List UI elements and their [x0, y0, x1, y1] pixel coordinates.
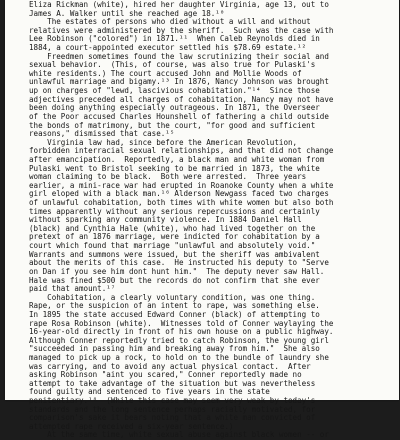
text-line: of unlawful cohabitation, both times with white women but also both [29, 198, 334, 208]
text-line: white residents.) The court accused John and Mollie Woods of [29, 68, 302, 78]
document-body-text [29, 1, 369, 440]
text-line: girl eloped with a black man.¹⁶ Alderson Newgass faced two charges [29, 189, 329, 199]
text-line: on Dan if you see him dont hunt him." The deputy never saw Hall. [29, 266, 325, 276]
text-line: court which found that marriage "unlawful and absolutely void." [29, 241, 316, 251]
text-line: times apparently without any serious repercussions and certainly [29, 206, 320, 216]
text-line: Rape, or the suspicion of an intent to rape, was something else. [29, 301, 320, 311]
text-line: been doing anything especially outrageous. In 1871, the Overseer [29, 103, 320, 113]
text-line: rape Rosa Robinson (white). Witnesses told of Conner waylaying the [29, 318, 334, 328]
text-line: 1884, a court-appointed executor settled his $78.69 estate.¹² [29, 43, 307, 53]
text-line: without sparking any community violence. In 1884 Daniel Hall [29, 215, 302, 225]
text-line: standards and the long sentence perhaps racially motivated, for [29, 404, 316, 414]
text-line: Lee Robinson ("colored") in 1871.¹¹ When Caleb Reynolds died in [29, 34, 320, 44]
text-line: after emancipation. Reportedly, a black man and white woman from [29, 154, 325, 164]
text-line: paid that amount.¹⁷ [29, 284, 116, 294]
text-line: attempt to take advantage of the situation but was nevertheless [29, 378, 316, 388]
text-line: comparison's sake it bears noting that a white man convicted of [29, 413, 316, 423]
text-line: asking Robinson "aint you scared," Conner reportedly made no [29, 370, 302, 380]
document-page [5, 0, 399, 440]
text-line: "succeeded in passing him and breaking away from him." She also [29, 344, 320, 354]
text-line: attempted rape received a six-year sentence.) [29, 421, 234, 431]
text-line: up on charges of "lewd, lascivious cohabitation."¹⁴ Since those [29, 86, 320, 96]
text-line: Hale was fined $500 but the records do not confirm that she ever [29, 275, 320, 285]
text-line: Pulaski went to Bristol seeking to be married in 1873, the white [29, 163, 320, 173]
text-line: relatives were administered by the sheriff. Such was the case with [29, 25, 334, 35]
text-line: (black) and Cynthia Hale (white), who had lived together on the [29, 223, 316, 233]
text-line: In 1895 the state accused Edward Conner (black) of attempting to [29, 309, 320, 319]
text-line: was carrying, and to avoid any actual physical contact. After [29, 361, 311, 371]
text-line: the bonds of matrimony, but the court, "for good and sufficient [29, 120, 316, 130]
text-line: Freedmen sometimes found the law scrutinizing their social and [29, 51, 329, 61]
text-line: forbidden interracial sexual relationships, and that did not change [29, 146, 334, 156]
text-line: Cohabitation, a clearly voluntary condition, was one thing. [29, 292, 316, 302]
text-line: woman claiming to be black. Both were arrested. Three years [29, 172, 307, 182]
text-line: pretext of an 1876 marriage, were indicted for cohabitation by a [29, 232, 320, 242]
text-line: reasons," dismissed that case.¹⁵ [29, 129, 175, 139]
text-line: 16-year-old directly in front of his own house on a public highway. [29, 327, 334, 337]
text-line: of the Poor accused Charles Hounshell of fathering a child outside [29, 111, 329, 121]
text-line: James A. Walker until she reached age 18.¹⁰ [29, 8, 225, 18]
text-line: adjectives preceded all charges of cohabitation, Nancy may not have [29, 94, 334, 104]
text-line: found guilty and sentenced to five years in the state [29, 387, 270, 397]
text-line: earlier, a mini-race war had erupted in Roanoke County when a white [29, 180, 334, 190]
text-line: Although Conner reportedly tried to catch Robinson, the young girl [29, 335, 329, 345]
text-line: penitentiary.¹⁸ (While this case may seem very weak by today's [29, 396, 316, 406]
text-line: about the merits of this case. He instructed his deputy to "Serve [29, 258, 329, 268]
text-line: Eliza Rickman (white), hired her daughter Virginia, age 13, out to [29, 0, 329, 9]
text-line: managed to pick up a rock, to hold on to the bundle of laundry she [29, 352, 329, 362]
text-line: Warrants and summons were issued, but the sheriff was ambivalent [29, 249, 320, 259]
text-line: The estates of persons who died without a will and without [29, 17, 311, 27]
text-line: unlawful marriage and bigamy.¹³ In 1876, Nancy Johnson was brought [29, 77, 329, 87]
text-line: Virginia law had, since before the American Revolution, [29, 137, 298, 147]
text-line: At the same time, white sexual abuse against black women -- or [29, 430, 329, 440]
text-line: sexual behavior. (This, of course, was also true for Pulaski's [29, 60, 316, 70]
